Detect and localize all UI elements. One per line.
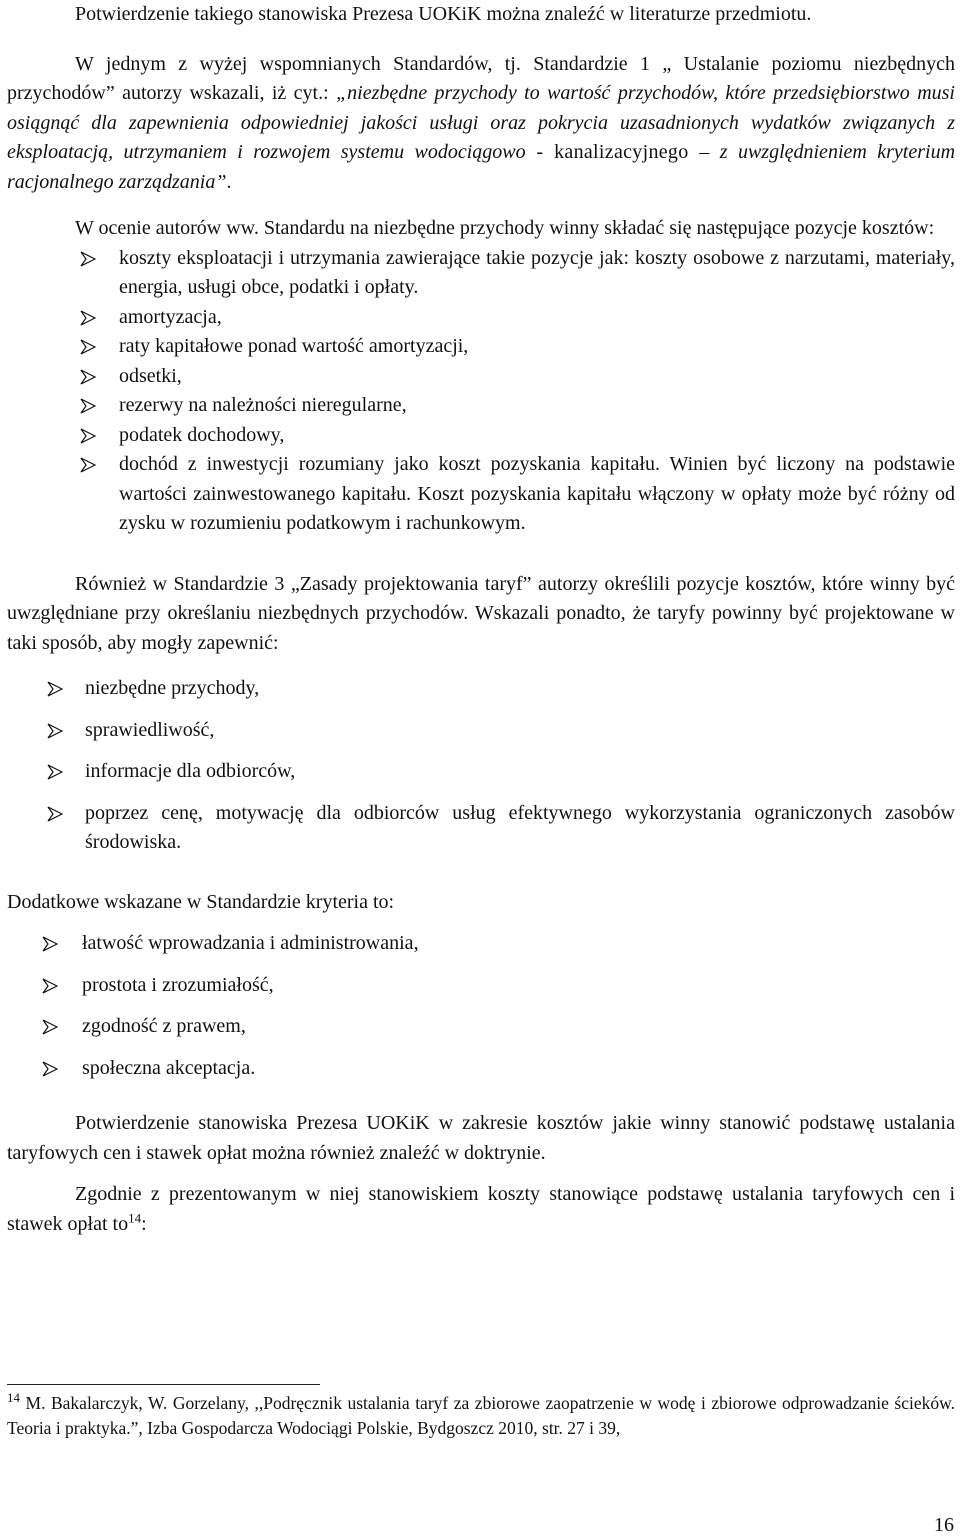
arrow-bullet-icon xyxy=(42,936,58,952)
cost-items-list xyxy=(7,244,955,539)
page-number: 16 xyxy=(934,1514,954,1536)
paragraph-5: Dodatkowe wskazane w Standardzie kryteria to: xyxy=(7,890,395,913)
list-item: dochód z inwestycji rozumiany jako koszt pozyskania kapitału. Winien być liczony na podstawie wartości zainwestowanego kapitału. Koszt pozyskania kapitału włączony w opłaty może być różny od zysku w rozumieniu podatkowym i rachunkowym. xyxy=(7,450,955,539)
list-item: społeczna akceptacja. xyxy=(7,1054,955,1084)
list-item: niezbędne przychody, xyxy=(7,674,955,704)
arrow-bullet-icon xyxy=(80,428,96,444)
arrow-bullet-icon xyxy=(47,723,63,739)
paragraph-6: Potwierdzenie stanowiska Prezesa UOKiK w zakresie kosztów jakie winny stanowić podstawę ustalania taryfowych cen i stawek opłat można również znaleźć w doktrynie. xyxy=(7,1112,955,1164)
list-item: raty kapitałowe ponad wartość amortyzacji, xyxy=(7,332,955,362)
list-item: zgodność z prawem, xyxy=(7,1012,955,1042)
paragraph-1: Potwierdzenie takiego stanowiska Prezesa UOKiK można znaleźć w literaturze przedmiotu. xyxy=(75,3,812,25)
arrow-bullet-icon xyxy=(80,457,96,473)
criteria-list xyxy=(7,929,955,1083)
paragraph-2-end: . xyxy=(226,170,232,193)
tariff-goals-list xyxy=(7,674,955,858)
paragraph-2-intro: W jednym z wyżej wspomnianych Standardów, tj. Standardzie 1 „ Ustalanie poziomu niezbędnych przychodów” autorzy wskazali, iż cyt.: xyxy=(7,52,955,104)
list-item: podatek dochodowy, xyxy=(7,421,955,451)
list-item: amortyzacja, xyxy=(7,303,955,333)
arrow-bullet-icon xyxy=(42,1061,58,1077)
list-item: informacje dla odbiorców, xyxy=(7,757,955,787)
footnote-number: 14 xyxy=(7,1390,20,1406)
list-item: poprzez cenę, motywację dla odbiorców usług efektywnego wykorzystania ograniczonych zasobów środowiska. xyxy=(7,799,955,858)
arrow-bullet-icon xyxy=(47,764,63,780)
paragraph-2-quote: „niezbędne przychody to wartość przychodów, które przedsiębiorstwo musi osiągnąć dla zapewnienia odpowiedniej jakości usługi oraz pokrycia uzasadnionych wydatków związanych z eksploatacją, utrzymaniem i rozwojem systemu wodociągowo xyxy=(7,82,955,163)
paragraph-2 xyxy=(7,50,955,198)
list-item: odsetki, xyxy=(7,362,955,392)
arrow-bullet-icon xyxy=(80,251,96,267)
paragraph-2-quote-end: – z uwzględnieniem kryterium racjonalnego zarządzania” xyxy=(7,141,956,193)
paragraph-3: W ocenie autorów ww. Standardu na niezbędne przychody winny składać się następujące pozycje kosztów: xyxy=(75,217,935,239)
document-page xyxy=(7,0,955,1239)
footnote-divider xyxy=(7,1384,320,1385)
footnote-text: M. Bakalarczyk, W. Gorzelany, ,,Podręcznik ustalania taryf za zbiorowe zaopatrzenie w wodę i zbiorowe odprowadzanie ścieków. Teoria i praktyka.”, Izba Gospodarcza Wodociągi Polskie, Bydgoszcz 2010, str. 27 i 39, xyxy=(7,1393,955,1438)
list-item: łatwość wprowadzania i administrowania, xyxy=(7,929,955,959)
list-item: prostota i zrozumiałość, xyxy=(7,971,955,1001)
list-item: koszty eksploatacji i utrzymania zawierające takie pozycje jak: koszty osobowe z narzutami, materiały, energia, usługi obce, podatki i opłaty. xyxy=(7,244,955,303)
arrow-bullet-icon xyxy=(47,806,63,822)
paragraph-7: Zgodnie z prezentowanym w niej stanowiskiem koszty stanowiące podstawę ustalania taryfowych cen i stawek opłat $to^{14}$: xyxy=(7,1183,955,1235)
paragraph-4: Również w Standardzie 3 „Zasady projektowania taryf” autorzy określili pozycje kosztów, które winny być uwzględniane przy określaniu niezbędnych przychodów. Wskazali ponadto, że taryfy powinny być projektowane w taki sposób, aby mogły zapewnić: xyxy=(7,572,955,654)
footnote-reference: 14 xyxy=(128,1209,142,1225)
arrow-bullet-icon xyxy=(80,339,96,355)
arrow-bullet-icon xyxy=(47,681,63,697)
arrow-bullet-icon xyxy=(42,978,58,994)
list-item: rezerwy na należności nieregularne, xyxy=(7,391,955,421)
list-item: sprawiedliwość, xyxy=(7,716,955,746)
footnote xyxy=(7,1391,955,1441)
arrow-bullet-icon xyxy=(80,369,96,385)
arrow-bullet-icon xyxy=(80,310,96,326)
arrow-bullet-icon xyxy=(42,1019,58,1035)
paragraph-2-mid: - kanalizacyjnego xyxy=(525,141,700,163)
arrow-bullet-icon xyxy=(80,398,96,414)
